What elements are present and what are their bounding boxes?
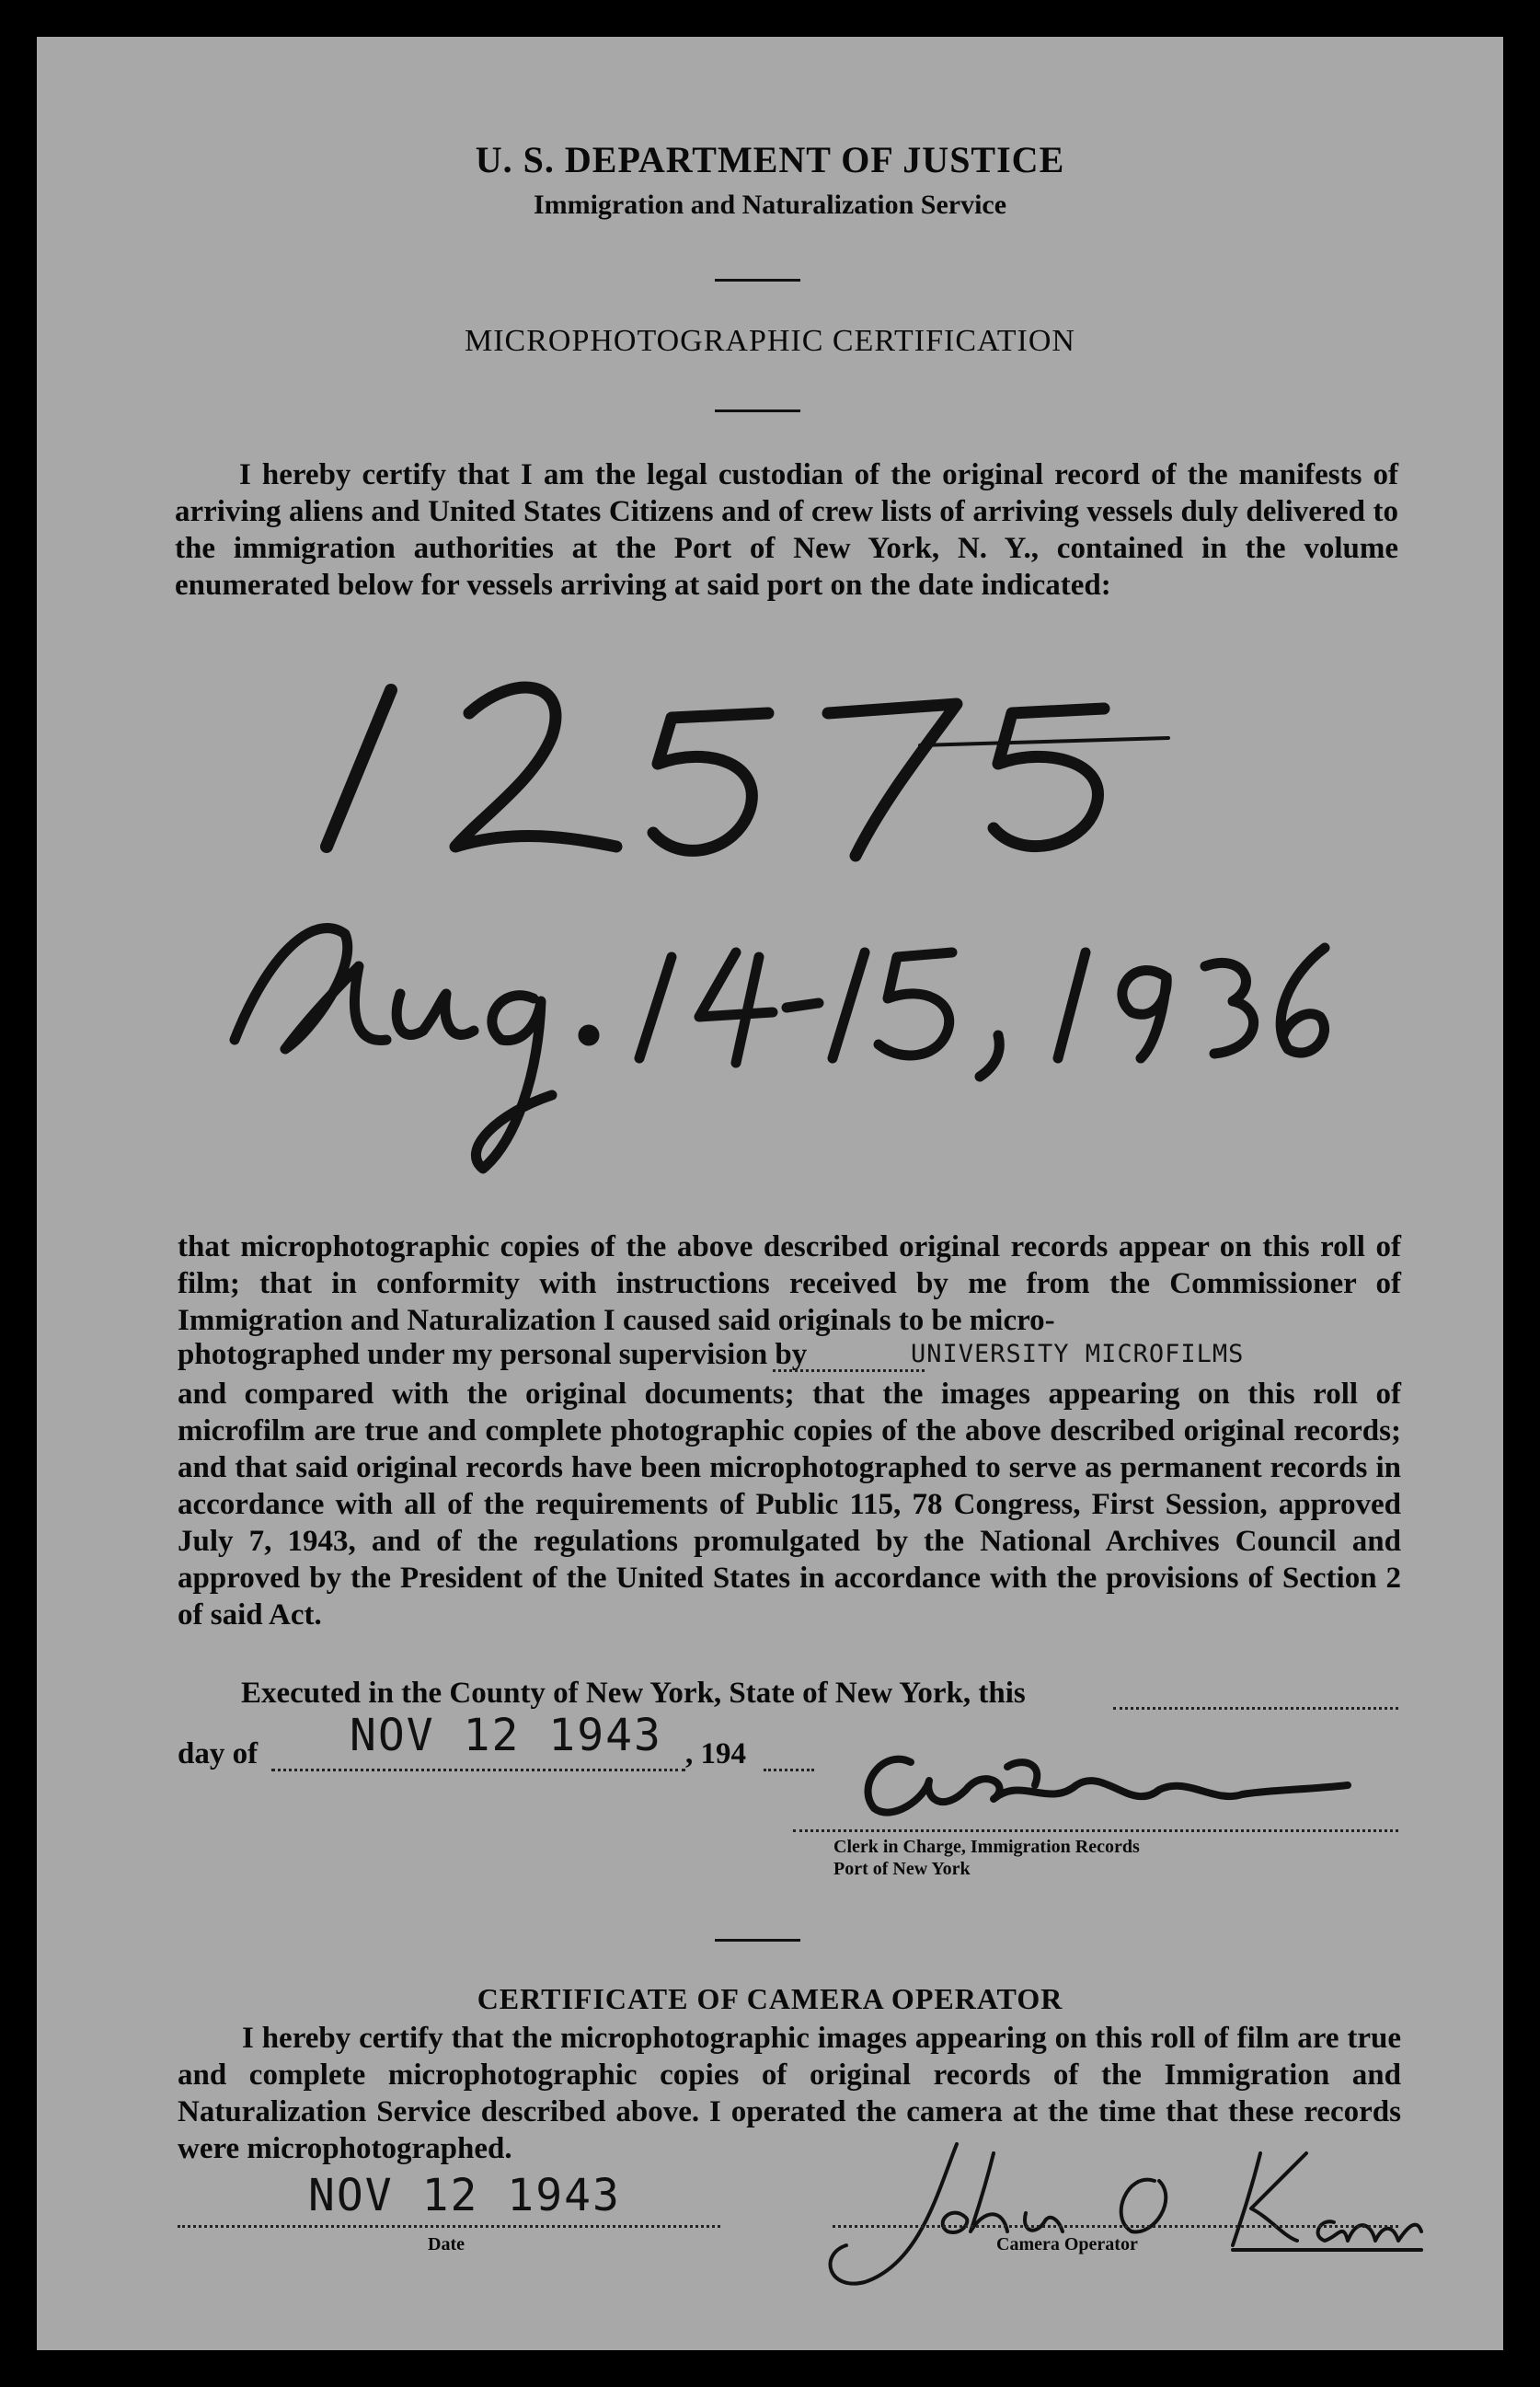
certification-body-1: that microphotographic copies of the above described original records appear on this roll of film; that in conformity with instructions received by me from the Commissioner of Immigration and Naturalization I caused said originals to be micro- [178,1230,1401,1337]
certification-intro: I hereby certify that I am the legal custodian of the original record of the manifests of arriving aliens and United States Citizens and of crew lists of arriving vessels duly delivered to the immigration authorities at the Port of New York, N. Y., contained in the volume enumerated below for vessels arriving at said port on the date indicated: [175,458,1398,602]
executed-text: Executed in the County of New York, State of New York, this [241,1677,1026,1710]
execution-date-stamp: NOV 12 1943 [350,1710,662,1761]
clerk-title-1: Clerk in Charge, Immigration Records [833,1837,1140,1857]
supervision-prefix: photographed under my personal supervision by [178,1338,808,1371]
page-title: MICROPHOTOGRAPHIC CERTIFICATION [464,324,1075,358]
clerk-title-2: Port of New York [833,1859,971,1879]
camera-operator-signature [37,37,1503,2350]
camera-operator-dotted-line [833,2225,1398,2228]
day-of-label: day of [178,1737,259,1770]
camera-date-label: Date [428,2234,465,2254]
camera-date-stamp: NOV 12 1943 [308,2170,621,2221]
camera-certification-text: I hereby certify that the microphotographic images appearing on this roll of film are true and complete microphotographic copies of original records of the Immigration and Naturalization Service described above. I operated the camera at the time that these records were microphotographed. [178,2022,1401,2165]
camera-title: CERTIFICATE OF CAMERA OPERATOR [477,1982,1063,2015]
agency-title: U. S. DEPARTMENT OF JUSTICE [475,139,1065,180]
camera-operator-label: Camera Operator [996,2234,1138,2254]
supervision-stamp: UNIVERSITY MICROFILMS [911,1340,1245,1368]
year-suffix: , 194 [685,1737,746,1770]
certificate-page [37,37,1503,2350]
agency-subtitle: Immigration and Naturalization Service [533,190,1007,220]
certification-body-2: and compared with the original documents; that the images appearing on this roll of microfilm are true and complete photographic copies of the above described original records; and that said original records have been microphotographed to serve as permanent records in accordance with all of the requirements of Public 115, 78 Congress, First Session, approved July 7, 1943, and of the regulations promulgated by the National Archives Council and approved by the President of the United States in accordance with the provisions of Section 2 of said Act. [178,1378,1401,1632]
